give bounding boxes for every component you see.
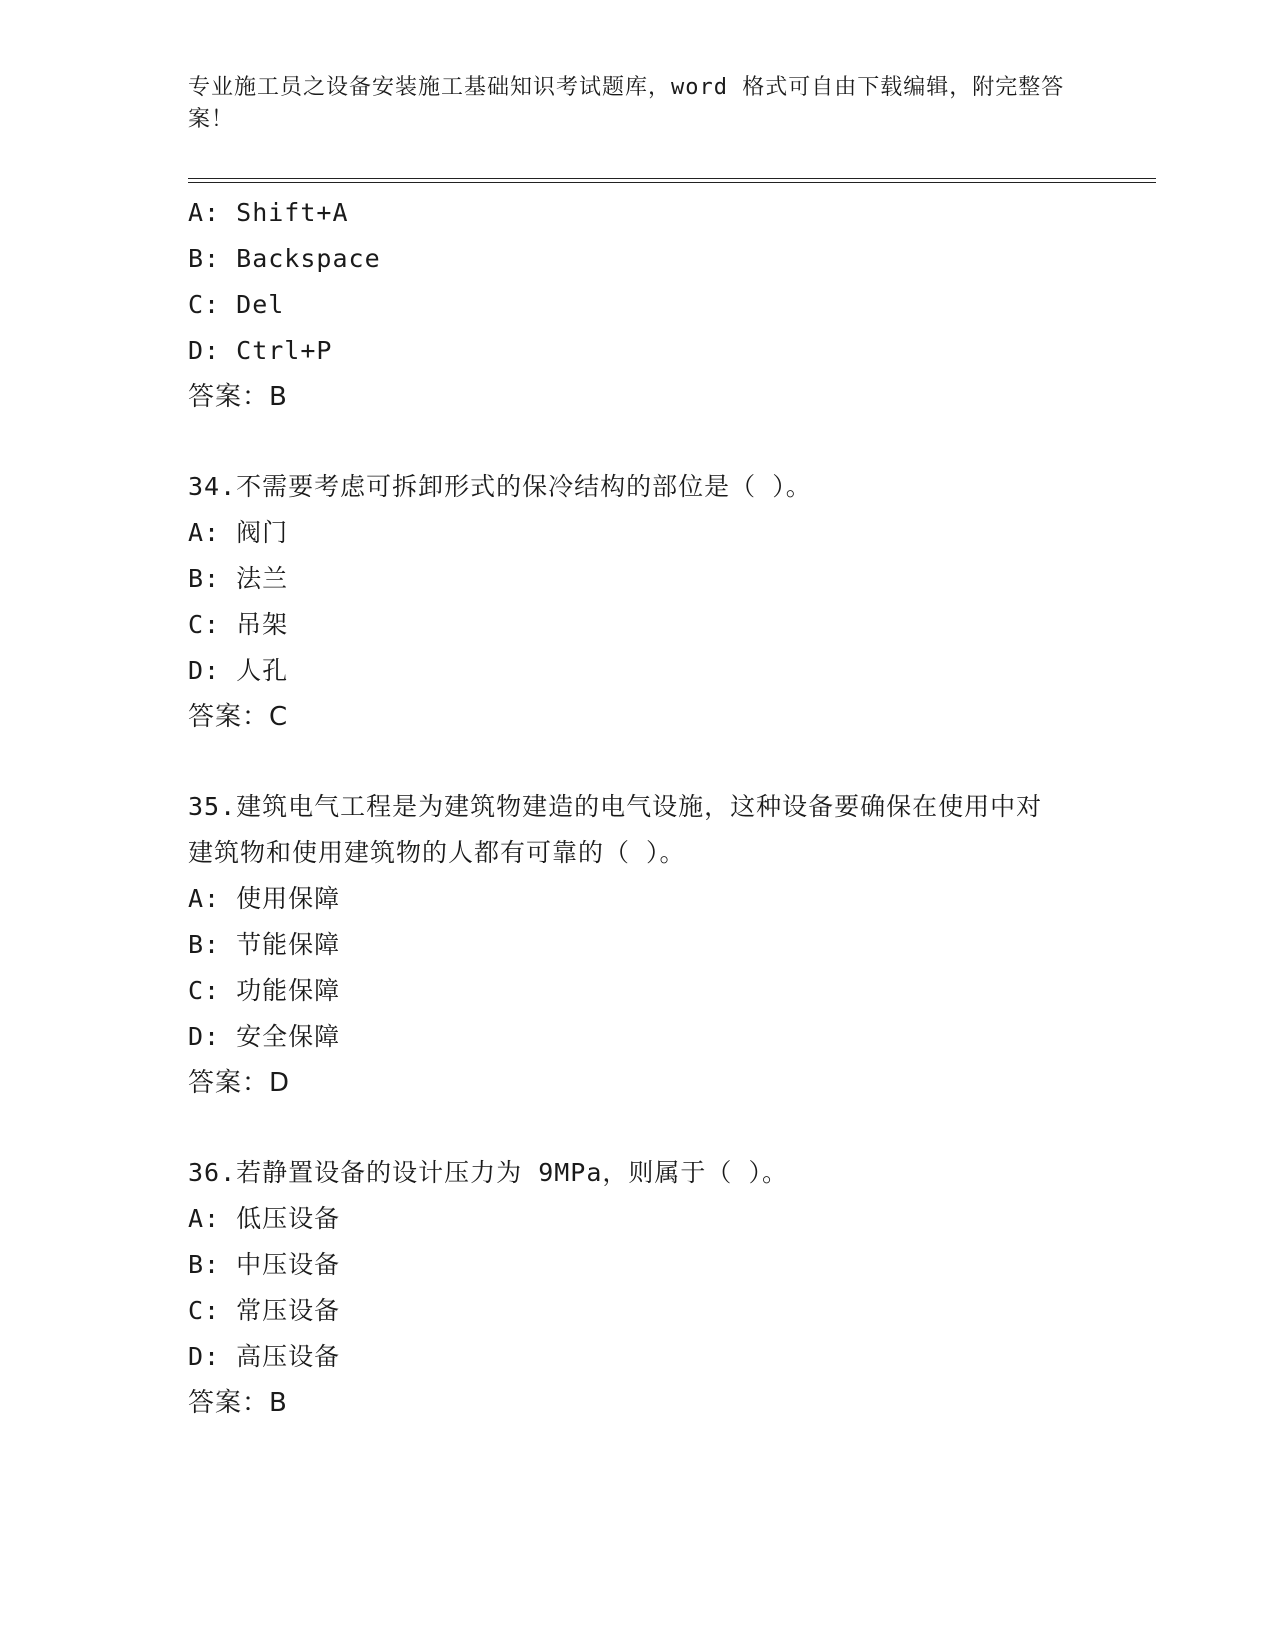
option-c: C: 吊架	[188, 610, 289, 639]
option-c: C: 常压设备	[188, 1296, 341, 1325]
option-a: A: 使用保障	[188, 884, 341, 913]
question-block-33	[188, 190, 1088, 420]
option-b: B: 中压设备	[188, 1250, 341, 1279]
option-a: A: Shift+A	[188, 198, 349, 227]
question-stem: 34.不需要考虑可拆卸形式的保冷结构的部位是（ ）。	[188, 472, 812, 501]
option-d: D: 人孔	[188, 656, 289, 685]
document-header: 专业施工员之设备安装施工基础知识考试题库，word 格式可自由下载编辑，附完整答案！	[188, 75, 1065, 132]
option-d: D: 安全保障	[188, 1022, 341, 1051]
question-list	[188, 190, 1088, 1426]
option-d: D: 高压设备	[188, 1342, 341, 1371]
option-b: B: Backspace	[188, 244, 381, 273]
answer-line: 答案：D	[188, 1068, 291, 1098]
question-block-36	[188, 1150, 1088, 1426]
question-stem: 36.若静置设备的设计压力为 9MPa，则属于（ ）。	[188, 1158, 788, 1187]
option-a: A: 低压设备	[188, 1204, 341, 1233]
question-stem: 35.建筑电气工程是为建筑物建造的电气设施，这种设备要确保在使用中对建筑物和使用建筑物的人都有可靠的（ ）。	[188, 792, 1043, 867]
header-divider-top	[188, 178, 1156, 179]
answer-line: 答案：C	[188, 702, 289, 732]
question-block-34	[188, 464, 1088, 740]
option-d: D: Ctrl+P	[188, 336, 333, 365]
answer-line: 答案：B	[188, 1388, 288, 1418]
answer-line: 答案：B	[188, 382, 288, 412]
option-b: B: 节能保障	[188, 930, 341, 959]
option-c: C: Del	[188, 290, 285, 319]
question-block-35	[188, 784, 1088, 1106]
option-a: A: 阀门	[188, 518, 289, 547]
option-b: B: 法兰	[188, 564, 289, 593]
option-c: C: 功能保障	[188, 976, 341, 1005]
header-divider-bottom	[188, 182, 1156, 183]
